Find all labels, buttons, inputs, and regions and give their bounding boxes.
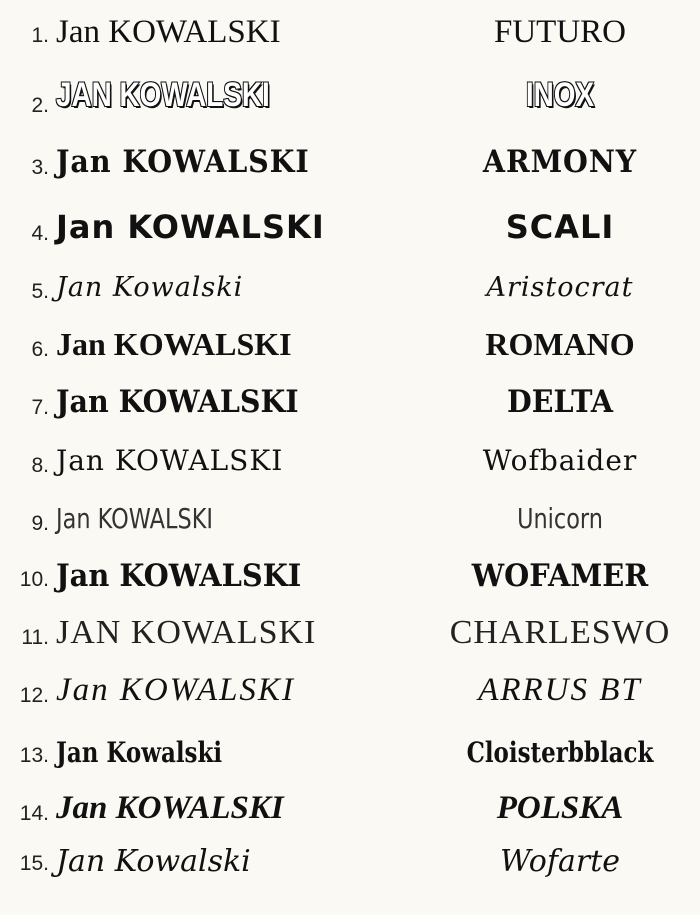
font-row-1 [0, 8, 700, 66]
font-name: Wofbaider [482, 444, 638, 477]
font-sample-text: Jan KOWALSKI [56, 790, 284, 826]
font-sample-text: Jan KOWALSKI [56, 144, 310, 180]
font-sample-text: Jan Kowalski [56, 844, 251, 879]
font-sample-text: Jan KOWALSKI [56, 326, 292, 362]
font-row-2 [0, 70, 700, 128]
font-name: DELTA [506, 384, 614, 420]
font-name: ARRUS BT [478, 672, 642, 708]
font-name: FUTURO [493, 14, 627, 50]
font-row-9 [0, 494, 700, 552]
font-sample-text: JAN KOWALSKI [56, 614, 317, 651]
font-number: 5. [31, 280, 49, 303]
font-name: WOFAMER [471, 558, 649, 594]
font-row-8 [0, 436, 700, 494]
font-number: 12. [19, 684, 49, 707]
font-sample-text: Jan KOWALSKI [56, 208, 325, 246]
font-sample-text: Jan KOWALSKI [56, 502, 213, 535]
font-sample-text: Jan KOWALSKI [56, 558, 302, 594]
font-row-10 [0, 550, 700, 608]
font-row-15 [0, 838, 700, 896]
font-name: SCALI [505, 208, 615, 246]
font-number: 1. [31, 24, 49, 47]
font-row-13 [0, 728, 700, 786]
font-sample-text: Jan KOWALSKI [56, 384, 299, 420]
font-number: 11. [21, 626, 49, 649]
font-number: 2. [31, 94, 49, 117]
font-row-3 [0, 136, 700, 194]
font-name: Aristocrat [486, 272, 634, 303]
font-sample-text: Jan Kowalski [56, 272, 244, 303]
font-sample-text: JAN KOWALSKI [56, 76, 270, 114]
font-name: POLSKA [496, 790, 624, 826]
font-sample-text: Jan KOWALSKI [56, 14, 281, 50]
font-number: 3. [31, 156, 49, 179]
font-name: Unicorn [517, 502, 603, 535]
font-row-6 [0, 318, 700, 376]
font-sample-text: Jan Kowalski [56, 736, 223, 769]
font-number: 14. [19, 802, 49, 825]
font-name: ROMANO [485, 326, 635, 362]
font-number: 4. [31, 222, 49, 245]
font-name: Wofarte [500, 844, 620, 879]
font-name: CHARLESWO [449, 614, 671, 651]
font-sample-text: Jan KOWALSKI [56, 672, 295, 708]
font-row-11 [0, 608, 700, 666]
font-row-14 [0, 784, 700, 842]
font-name: Cloisterbblack [466, 736, 654, 769]
font-row-4 [0, 200, 700, 258]
font-row-12 [0, 666, 700, 724]
font-row-7 [0, 376, 700, 434]
font-number: 8. [31, 454, 49, 477]
font-number: 6. [31, 338, 49, 361]
font-number: 15. [19, 852, 49, 875]
font-number: 7. [31, 396, 49, 419]
font-name: INOX [525, 76, 595, 114]
font-sample-text: Jan KOWALSKI [56, 444, 284, 477]
font-number: 13. [19, 744, 49, 767]
font-row-5 [0, 264, 700, 322]
font-name: ARMONY [482, 144, 638, 180]
font-number: 10. [19, 568, 49, 591]
font-number: 9. [31, 512, 49, 535]
